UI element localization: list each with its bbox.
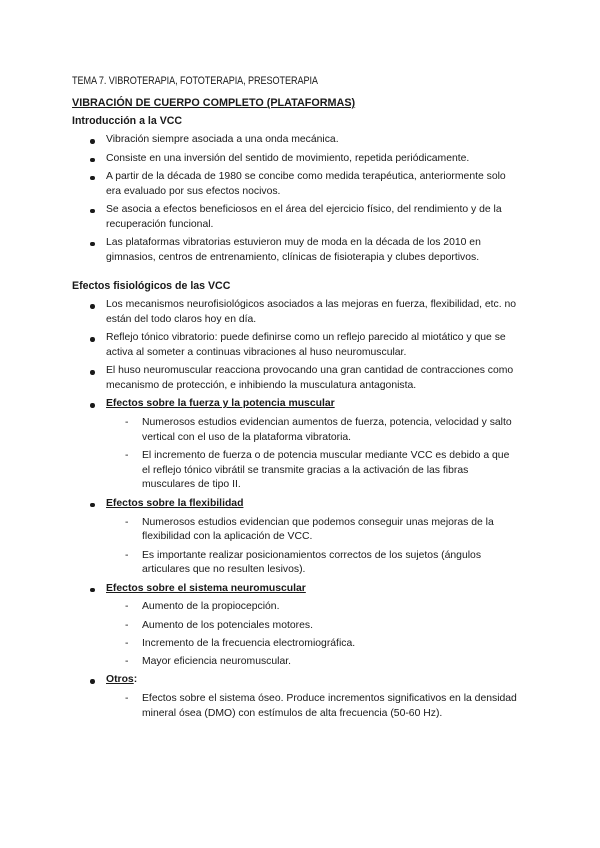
effects-list (72, 298, 520, 722)
effects-group-flexibility (106, 497, 520, 578)
group-items (106, 516, 520, 579)
list-item: - Incremento de la frecuencia electromiográfica. (142, 637, 520, 652)
list-item: - El incremento de fuerza o de potencia muscular mediante VCC es debido a que el reflejo tónico vibrátil se transmite gracias a la activación de las fibras musculares de tipo II. (142, 449, 520, 493)
effects-group-strength (106, 397, 520, 493)
list-item: - Aumento de los potenciales motores. (142, 619, 520, 634)
list-item: - Numerosos estudios evidencian aumentos de fuerza, potencia, velocidad y salto vertical con el uso de la plataforma vibratoria. (142, 416, 520, 446)
list-item: Vibración siempre asociada a una onda mecánica. (106, 133, 520, 148)
group-heading: Efectos sobre la fuerza y la potencia muscular (106, 398, 335, 410)
group-items (106, 416, 520, 493)
list-item: Consiste en una inversión del sentido de movimiento, repetida periódicamente. (106, 152, 520, 167)
list-item: Las plataformas vibratorias estuvieron muy de moda en la década de los 2010 en gimnasios, centros de entrenamiento, clínicas de fisioterapia y clubes deportivos. (106, 236, 520, 266)
document-title: TEMA 7. VIBROTERAPIA, FOTOTERAPIA, PRESOTERAPIA (72, 75, 318, 87)
group-heading: Efectos sobre la flexibilidad (106, 497, 244, 509)
others-suffix: : (133, 674, 138, 686)
list-item: - Mayor eficiencia neuromuscular. (142, 655, 520, 670)
group-heading (106, 674, 137, 685)
list-item: - Aumento de la propiocepción. (142, 600, 520, 615)
list-item: Los mecanismos neurofisiológicos asociados a las mejoras en fuerza, flexibilidad, etc. no están del todo claros hoy en día. (106, 298, 520, 328)
others-heading: Otros (106, 674, 134, 686)
list-item: El huso neuromuscular reacciona provocando una gran cantidad de contracciones como mecanismo de protección, e inhibiendo la musculatura antagonista. (106, 364, 520, 394)
list-item: Se asocia a efectos beneficiosos en el área del ejercicio físico, del rendimiento y de la recuperación funcional. (106, 203, 520, 233)
list-item: - Efectos sobre el sistema óseo. Produce incrementos significativos en la densidad mineral ósea (DMO) con estímulos de alta frecuencia (50-60 Hz). (142, 692, 520, 722)
intro-title: Introducción a la VCC (72, 115, 183, 128)
group-items (106, 600, 520, 670)
list-item: A partir de la década de 1980 se concibe como medida terapéutica, anteriormente solo era evaluado por sus efectos nocivos. (106, 170, 520, 200)
effects-title: Efectos fisiológicos de las VCC (72, 280, 231, 293)
list-item: Reflejo tónico vibratorio: puede definirse como un reflejo parecido al miotático y que se activa al someter a continuas vibraciones al huso neuromuscular. (106, 331, 520, 361)
effects-group-others (106, 673, 520, 721)
effects-group-neuromuscular (106, 582, 520, 670)
list-item: - Es importante realizar posicionamientos correctos de los sujetos (ángulos articulares que no resulten lesivos). (142, 549, 520, 579)
list-item: - Numerosos estudios evidencian que podemos conseguir unas mejoras de la flexibilidad con la aplicación de VCC. (142, 516, 520, 546)
intro-list (72, 133, 520, 265)
section-title: VIBRACIÓN DE CUERPO COMPLETO (PLATAFORMAS) (72, 97, 356, 110)
group-items (106, 692, 520, 722)
group-heading: Efectos sobre el sistema neuromuscular (106, 582, 306, 594)
